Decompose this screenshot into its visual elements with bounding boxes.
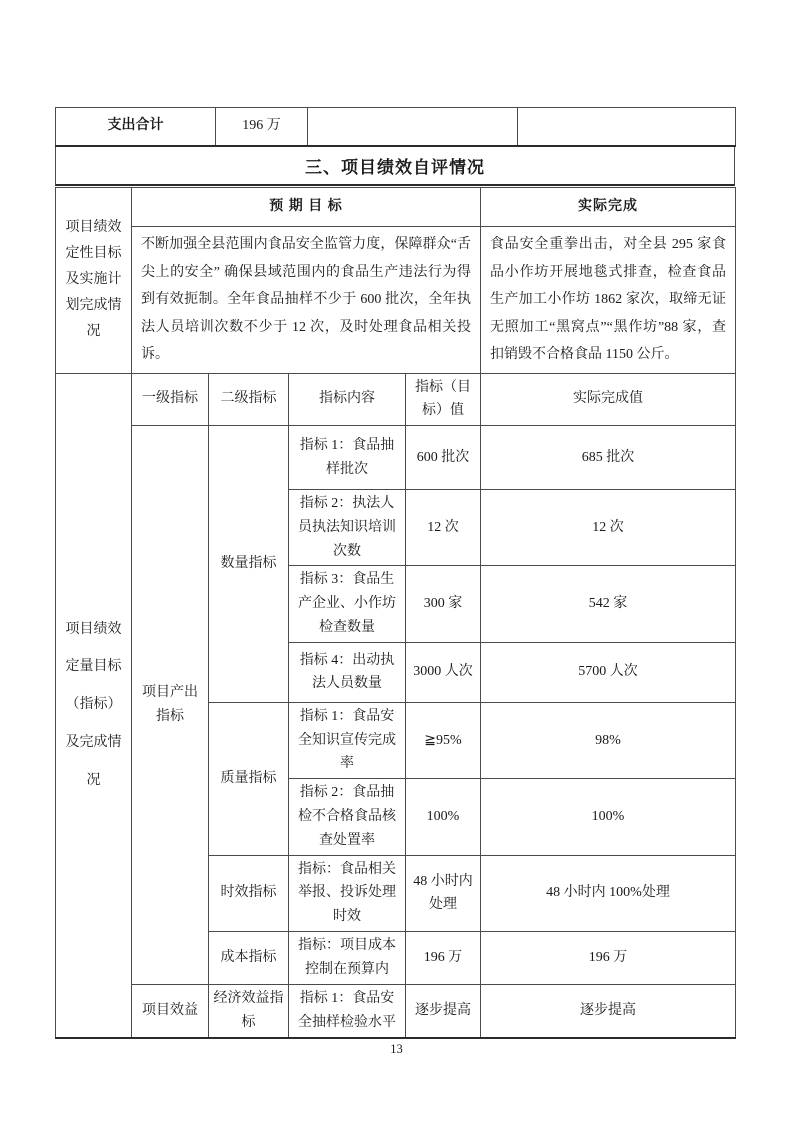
header-indicator-actual: 实际完成值	[481, 373, 736, 426]
indicator-row	[56, 985, 736, 1038]
header-indicator-content: 指标内容	[289, 373, 406, 426]
indicator-target-cell: 逐步提高	[406, 985, 481, 1038]
level2-group-quantity: 数量指标	[209, 426, 289, 703]
header-indicator-target: 指标（目标）值	[406, 373, 481, 426]
indicator-actual-cell: 100%	[481, 779, 736, 855]
section-title: 三、项目绩效自评情况	[55, 147, 735, 186]
expenditure-total-label: 支出合计	[56, 108, 216, 146]
indicator-content-cell: 指标 4：出动执法人员数量	[289, 642, 406, 702]
indicator-actual-cell: 12 次	[481, 490, 736, 566]
level2-group-quality: 质量指标	[209, 702, 289, 855]
indicator-actual-cell: 196 万	[481, 932, 736, 985]
indicator-content-cell: 指标 2：食品抽检不合格食品核查处置率	[289, 779, 406, 855]
indicator-actual-cell: 5700 人次	[481, 642, 736, 702]
indicator-content-cell: 指标：项目成本控制在预算内	[289, 932, 406, 985]
table-row	[56, 188, 736, 227]
indicator-target-cell: 196 万	[406, 932, 481, 985]
indicator-target-cell: 12 次	[406, 490, 481, 566]
indicator-target-cell: 600 批次	[406, 426, 481, 490]
indicator-target-cell: ≧95%	[406, 702, 481, 778]
level2-group-cost: 成本指标	[209, 932, 289, 985]
indicator-target-cell: 300 家	[406, 566, 481, 642]
level2-group-economic-benefit: 经济效益指标	[209, 985, 289, 1038]
indicator-content-cell: 指标：食品相关举报、投诉处理时效	[289, 855, 406, 931]
table-row	[56, 373, 736, 426]
indicator-actual-cell: 48 小时内 100%处理	[481, 855, 736, 931]
indicator-row	[56, 426, 736, 490]
expenditure-summary-table	[55, 107, 736, 147]
actual-completion-text: 食品安全重拳出击，对全县 295 家食品小作坊开展地毯式排查，检查食品生产加工小作坊 1862 家次，取缔无证无照加工“黑窝点”“黑作坊”88 家，查扣销毁不合格食品 1150 公斤。	[481, 227, 736, 374]
indicator-actual-cell: 98%	[481, 702, 736, 778]
table-row	[56, 108, 736, 146]
indicator-actual-cell: 逐步提高	[481, 985, 736, 1038]
actual-completion-header: 实际完成	[481, 188, 736, 227]
level2-group-timeliness: 时效指标	[209, 855, 289, 931]
indicator-content-cell: 指标 1：食品安全知识宣传完成率	[289, 702, 406, 778]
indicator-content-cell: 指标 1：食品安全抽样检验水平	[289, 985, 406, 1038]
expenditure-total-amount: 196 万	[216, 108, 308, 146]
indicator-content-cell: 指标 2：执法人员执法知识培训次数	[289, 490, 406, 566]
expenditure-empty-cell-1	[308, 108, 518, 146]
header-level1-indicator: 一级指标	[132, 373, 209, 426]
table-row	[56, 227, 736, 374]
performance-evaluation-table	[55, 187, 736, 1039]
expected-goal-text: 不断加强全县范围内食品安全监管力度，保障群众“舌尖上的安全” 确保县域范围内的食品生产违法行为得到有效扼制。全年食品抽样不少于 600 批次，全年执法人员培训次数不少于 12 次，及时处理食品相关投诉。	[132, 227, 481, 374]
indicator-target-cell: 3000 人次	[406, 642, 481, 702]
quantitative-row-label: 项目绩效定量目标（指标）及完成情况	[56, 373, 132, 1038]
indicator-target-cell: 100%	[406, 779, 481, 855]
level1-group-output: 项目产出指标	[132, 426, 209, 985]
expenditure-empty-cell-2	[518, 108, 736, 146]
indicator-actual-cell: 685 批次	[481, 426, 736, 490]
indicator-actual-cell: 542 家	[481, 566, 736, 642]
header-level2-indicator: 二级指标	[209, 373, 289, 426]
qualitative-row-label: 项目绩效定性目标及实施计划完成情况	[56, 188, 132, 374]
page-number: 13	[390, 1042, 403, 1056]
indicator-content-cell: 指标 1：食品抽样批次	[289, 426, 406, 490]
level1-group-benefit: 项目效益	[132, 985, 209, 1038]
indicator-content-cell: 指标 3：食品生产企业、小作坊检查数量	[289, 566, 406, 642]
indicator-target-cell: 48 小时内处理	[406, 855, 481, 931]
expected-goal-header: 预 期 目 标	[132, 188, 481, 227]
